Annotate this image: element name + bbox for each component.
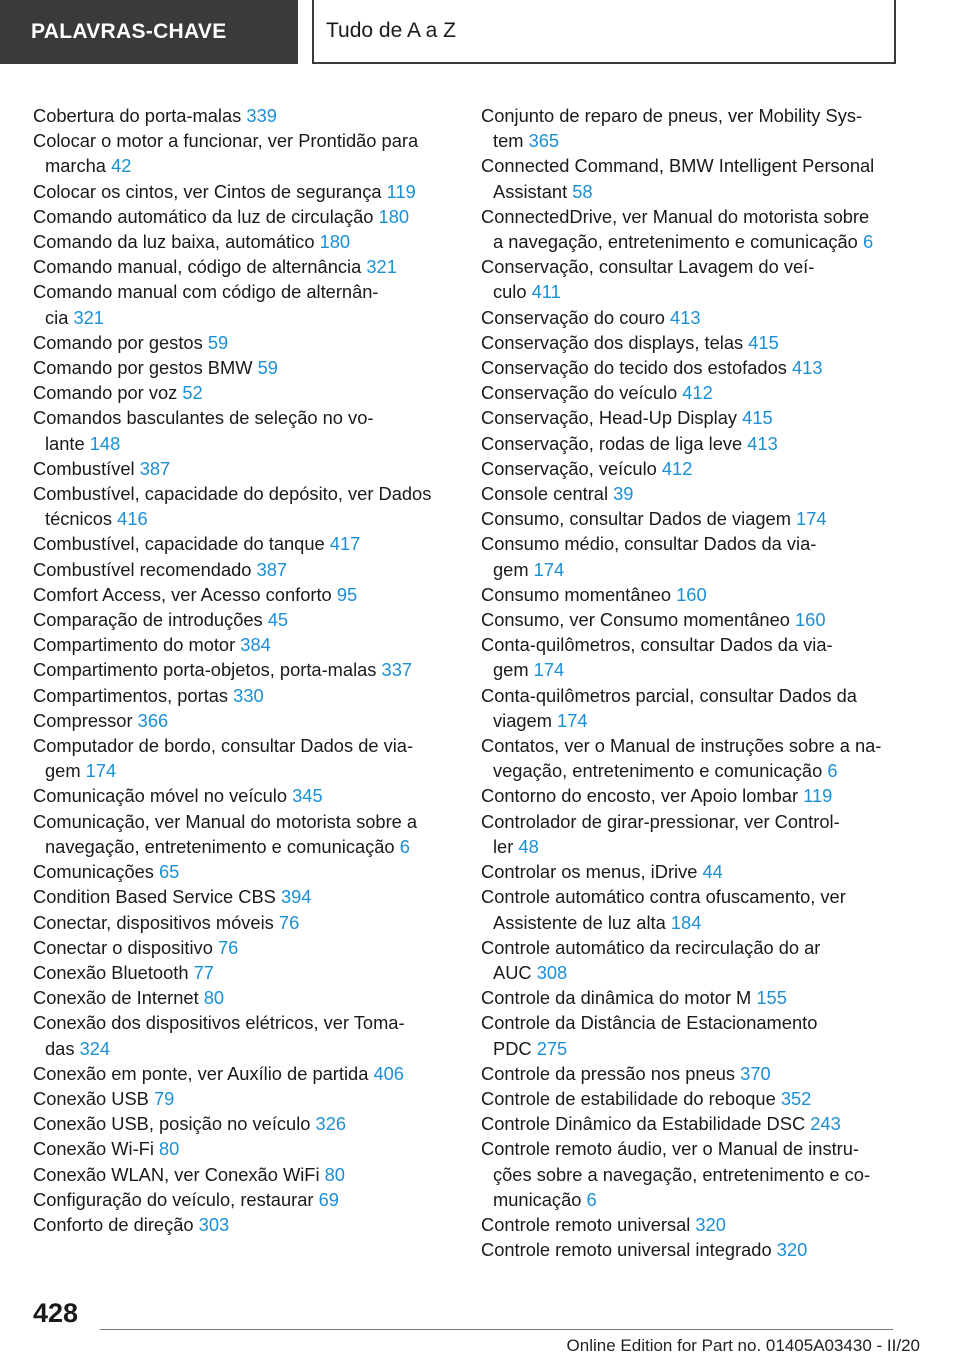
page-reference-link[interactable]: 59 bbox=[257, 357, 278, 379]
entry-text: marcha bbox=[45, 155, 106, 177]
index-entry bbox=[33, 783, 451, 808]
page-reference-link[interactable]: 365 bbox=[528, 130, 560, 152]
entry-text: Controle remoto universal integrado bbox=[481, 1239, 772, 1261]
entry-text: Comfort Access, ver Acesso conforto bbox=[33, 583, 332, 605]
entry-text: viagem bbox=[493, 709, 552, 731]
page-reference-link[interactable]: 413 bbox=[792, 357, 823, 379]
entry-text: Conexão USB bbox=[33, 1087, 149, 1109]
page-reference-link[interactable]: 80 bbox=[158, 1138, 180, 1160]
page-reference-link[interactable]: 321 bbox=[366, 256, 397, 278]
index-entry bbox=[33, 557, 451, 582]
index-entry bbox=[481, 809, 911, 859]
index-entry bbox=[33, 708, 451, 733]
entry-text: Conexão WLAN, ver Conexão WiFi bbox=[33, 1163, 320, 1185]
page-reference-link[interactable]: 384 bbox=[240, 634, 271, 656]
index-entry bbox=[33, 1212, 451, 1237]
index-column-left bbox=[33, 103, 451, 1237]
index-entry bbox=[481, 481, 911, 506]
index-entry bbox=[33, 229, 451, 254]
page-reference-link[interactable]: 160 bbox=[676, 583, 707, 605]
index-entry bbox=[481, 607, 911, 632]
page-reference-link[interactable]: 174 bbox=[533, 558, 565, 580]
page-reference-link[interactable]: 337 bbox=[381, 659, 413, 681]
page-reference-link[interactable]: 415 bbox=[748, 331, 779, 353]
index-entry bbox=[33, 582, 451, 607]
page-reference-link[interactable]: 148 bbox=[89, 432, 121, 454]
page-reference-link[interactable]: 321 bbox=[73, 306, 104, 328]
page-reference-link[interactable]: 370 bbox=[740, 1062, 771, 1084]
index-entry bbox=[33, 531, 451, 556]
entry-text: lante bbox=[45, 432, 85, 454]
entry-text: Conservação, veículo bbox=[481, 457, 657, 479]
index-entry bbox=[33, 683, 451, 708]
entry-text: gem bbox=[493, 659, 529, 681]
index-entry bbox=[33, 456, 451, 481]
index-entry bbox=[33, 1010, 451, 1060]
entry-text: Conservação dos displays, telas bbox=[481, 331, 744, 353]
entry-text: Conta-quilômetros, consultar Dados da via- bbox=[481, 634, 833, 656]
page-reference-link[interactable]: 412 bbox=[661, 457, 693, 479]
entry-text: Consumo, ver Consumo momentâneo bbox=[481, 609, 790, 631]
entry-text: Comando da luz baixa, automático bbox=[33, 231, 315, 253]
page-reference-link[interactable]: 413 bbox=[747, 432, 778, 454]
page-reference-link[interactable]: 58 bbox=[572, 180, 593, 202]
entry-text: gem bbox=[493, 558, 529, 580]
index-entry bbox=[481, 985, 911, 1010]
entry-text: Comunicação, ver Manual do motorista sobre a bbox=[33, 810, 418, 832]
page-reference-link[interactable]: 330 bbox=[233, 684, 264, 706]
index-entry bbox=[481, 506, 911, 531]
page-reference-link[interactable]: 320 bbox=[695, 1213, 726, 1235]
index-entry bbox=[33, 1086, 451, 1111]
section-tab: PALAVRAS-CHAVE bbox=[0, 0, 298, 64]
page-reference-link[interactable]: 44 bbox=[702, 861, 723, 883]
entry-text: ConnectedDrive, ver Manual do motorista sobre bbox=[481, 205, 870, 227]
entry-text: cia bbox=[45, 306, 69, 328]
entry-text: Combustível, capacidade do depósito, ver Dados bbox=[33, 483, 432, 505]
entry-text: Combustível, capacidade do tanque bbox=[33, 533, 325, 555]
page-reference-link[interactable]: 160 bbox=[795, 609, 826, 631]
index-entry bbox=[33, 330, 451, 355]
page-reference-link[interactable]: 303 bbox=[198, 1213, 230, 1235]
index-entry bbox=[33, 1136, 451, 1161]
entry-text: Configuração do veículo, restaurar bbox=[33, 1188, 314, 1210]
entry-text: Conforto de direção bbox=[33, 1213, 194, 1235]
entry-text: Controlador de girar-pressionar, ver Control- bbox=[481, 810, 840, 832]
index-entry bbox=[481, 1086, 911, 1111]
entry-text: Consumo momentâneo bbox=[481, 583, 672, 605]
entry-text: Controle Dinâmico da Estabilidade DSC bbox=[481, 1113, 806, 1135]
entry-text: Controle da dinâmica do motor M bbox=[481, 987, 752, 1009]
index-entry bbox=[481, 884, 911, 934]
page-reference-link[interactable]: 180 bbox=[378, 205, 410, 227]
entry-text: Controlar os menus, iDrive bbox=[481, 861, 698, 883]
page-reference-link[interactable]: 77 bbox=[193, 961, 214, 983]
entry-text: Contorno do encosto, ver Apoio lombar bbox=[481, 785, 799, 807]
entry-text: Conta-quilômetros parcial, consultar Dados da bbox=[481, 684, 857, 706]
index-entry bbox=[481, 783, 911, 808]
footer-text: Online Edition for Part no. 01405A03430 - II/20 bbox=[566, 1336, 920, 1355]
index-entry bbox=[33, 279, 451, 329]
index-column-right bbox=[481, 103, 911, 1262]
index-entry bbox=[481, 733, 911, 783]
page-reference-link[interactable]: 394 bbox=[280, 886, 312, 908]
entry-text: Combustível recomendado bbox=[33, 558, 252, 580]
index-entry bbox=[481, 1212, 911, 1237]
page-reference-link[interactable]: 95 bbox=[336, 583, 358, 605]
index-entry bbox=[481, 305, 911, 330]
index-entry bbox=[33, 254, 451, 279]
index-entry bbox=[481, 1237, 911, 1262]
entry-text: Conservação do couro bbox=[481, 306, 665, 328]
page-reference-link[interactable]: 119 bbox=[803, 785, 833, 807]
index-entry bbox=[33, 733, 451, 783]
entry-text: Compartimento porta-objetos, porta-malas bbox=[33, 659, 377, 681]
entry-text: Conjunto de reparo de pneus, ver Mobility Sys- bbox=[481, 105, 863, 126]
index-entry bbox=[33, 935, 451, 960]
index-entry bbox=[33, 179, 451, 204]
index-entry bbox=[481, 582, 911, 607]
entry-text: Comparação de introduções bbox=[33, 609, 263, 631]
index-entry bbox=[481, 1111, 911, 1136]
page-reference-link[interactable]: 174 bbox=[796, 508, 827, 530]
page-reference-link[interactable]: 42 bbox=[111, 155, 132, 177]
entry-text: Contatos, ver o Manual de instruções sobre a na- bbox=[481, 735, 882, 757]
entry-text: técnicos bbox=[45, 508, 113, 530]
entry-text: gem bbox=[45, 760, 81, 782]
page-reference-link[interactable]: 80 bbox=[203, 987, 225, 1009]
page-reference-link[interactable]: 6 bbox=[586, 1188, 597, 1210]
index-entry bbox=[33, 884, 451, 909]
entry-text: AUC bbox=[493, 961, 532, 983]
index-entry bbox=[33, 204, 451, 229]
entry-text: a navegação, entretenimento e comunicação bbox=[493, 231, 858, 253]
entry-text: Comando automático da luz de circulação bbox=[33, 205, 374, 227]
page-reference-link[interactable]: 65 bbox=[159, 861, 180, 883]
entry-text: ções sobre a navegação, entretenimento e co- bbox=[493, 1163, 871, 1185]
entry-text: tem bbox=[493, 130, 524, 152]
entry-text: Comunicações bbox=[33, 861, 154, 883]
page-number: 428 bbox=[33, 1298, 79, 1328]
entry-text: Assistente de luz alta bbox=[493, 911, 666, 933]
page-reference-link[interactable]: 48 bbox=[518, 835, 539, 857]
entry-text: Compartimentos, portas bbox=[33, 684, 229, 706]
index-entry bbox=[481, 859, 911, 884]
page-reference-link[interactable]: 411 bbox=[531, 281, 561, 303]
index-entry bbox=[33, 809, 451, 859]
page-reference-link[interactable]: 76 bbox=[278, 911, 300, 933]
header-title: Tudo de A a Z bbox=[312, 0, 896, 64]
index-entry bbox=[481, 204, 911, 254]
entry-text: Connected Command, BMW Intelligent Personal bbox=[481, 155, 875, 177]
index-entry bbox=[481, 103, 911, 153]
entry-text: das bbox=[45, 1037, 75, 1059]
entry-text: Colocar o motor a funcionar, ver Prontidão para bbox=[33, 130, 419, 152]
entry-text: Comando por gestos bbox=[33, 331, 203, 353]
index-entry bbox=[33, 103, 451, 128]
page-reference-link[interactable]: 366 bbox=[137, 709, 169, 731]
entry-text: Conservação do veículo bbox=[481, 382, 678, 404]
index-entry bbox=[481, 1061, 911, 1086]
index-entry bbox=[481, 254, 911, 304]
entry-text: Controle remoto universal bbox=[481, 1213, 691, 1235]
entry-text: Assistant bbox=[493, 180, 568, 202]
page-reference-link[interactable]: 308 bbox=[536, 961, 568, 983]
page-reference-link[interactable]: 6 bbox=[827, 760, 838, 782]
entry-text: Conservação, Head-Up Display bbox=[481, 407, 738, 429]
index-entry bbox=[481, 153, 911, 203]
index-entry bbox=[33, 859, 451, 884]
entry-text: navegação, entretenimento e comunicação bbox=[45, 835, 395, 857]
index-entry bbox=[33, 910, 451, 935]
index-entry bbox=[481, 1136, 911, 1212]
page-reference-link[interactable]: 76 bbox=[217, 936, 239, 958]
entry-text: Conexão dos dispositivos elétricos, ver Toma- bbox=[33, 1012, 405, 1034]
entry-text: Cobertura do porta-malas bbox=[33, 105, 242, 126]
page-reference-link[interactable]: 243 bbox=[810, 1113, 841, 1135]
page-header bbox=[0, 0, 960, 64]
entry-text: Conservação, consultar Lavagem do veí- bbox=[481, 256, 815, 278]
entry-text: Controle remoto áudio, ver o Manual de instru- bbox=[481, 1138, 860, 1160]
index-entry bbox=[481, 431, 911, 456]
entry-text: Conexão Bluetooth bbox=[33, 961, 189, 983]
page-reference-link[interactable]: 39 bbox=[613, 483, 634, 505]
index-entry bbox=[33, 481, 451, 531]
page-reference-link[interactable]: 174 bbox=[533, 659, 565, 681]
index-entry bbox=[481, 531, 911, 581]
entry-text: Console central bbox=[481, 483, 609, 505]
index-entry bbox=[33, 960, 451, 985]
page-reference-link[interactable]: 339 bbox=[246, 105, 277, 126]
page-reference-link[interactable]: 79 bbox=[153, 1087, 175, 1109]
entry-text: Comando por gestos BMW bbox=[33, 357, 253, 379]
entry-text: Controle da pressão nos pneus bbox=[481, 1062, 736, 1084]
entry-text: Consumo médio, consultar Dados da via- bbox=[481, 533, 817, 555]
index-entry bbox=[33, 1187, 451, 1212]
entry-text: vegação, entretenimento e comunicação bbox=[493, 760, 823, 782]
entry-text: Conservação do tecido dos estofados bbox=[481, 357, 787, 379]
entry-text: Controle automático da recirculação do ar bbox=[481, 936, 821, 958]
page-reference-link[interactable]: 184 bbox=[670, 911, 702, 933]
page-reference-link[interactable]: 387 bbox=[139, 457, 171, 479]
index-entry bbox=[481, 355, 911, 380]
entry-text: Condition Based Service CBS bbox=[33, 886, 276, 908]
entry-text: Conexão Wi-Fi bbox=[33, 1138, 154, 1160]
index-entry bbox=[481, 683, 911, 733]
entry-text: Consumo, consultar Dados de viagem bbox=[481, 508, 791, 530]
index-entry bbox=[33, 1162, 451, 1187]
page-reference-link[interactable]: 387 bbox=[256, 558, 288, 580]
page-reference-link[interactable]: 45 bbox=[267, 609, 289, 631]
page-reference-link[interactable]: 155 bbox=[756, 987, 787, 1009]
index-entry bbox=[33, 632, 451, 657]
page-reference-link[interactable]: 80 bbox=[324, 1163, 345, 1185]
page-reference-link[interactable]: 6 bbox=[399, 835, 410, 857]
footer-divider bbox=[100, 1329, 893, 1330]
index-entry bbox=[33, 128, 451, 178]
entry-text: Comando por voz bbox=[33, 382, 178, 404]
index-entry bbox=[33, 985, 451, 1010]
index-entry bbox=[33, 405, 451, 455]
page-reference-link[interactable]: 413 bbox=[670, 306, 701, 328]
page-reference-link[interactable]: 416 bbox=[117, 508, 148, 530]
index-entry bbox=[33, 1111, 451, 1136]
page-reference-link[interactable]: 406 bbox=[373, 1062, 404, 1084]
page-reference-link[interactable]: 174 bbox=[85, 760, 117, 782]
entry-text: Comunicação móvel no veículo bbox=[33, 785, 288, 807]
entry-text: Conservação, rodas de liga leve bbox=[481, 432, 743, 454]
index-entry bbox=[481, 405, 911, 430]
page-reference-link[interactable]: 324 bbox=[79, 1037, 111, 1059]
index-entry bbox=[33, 355, 451, 380]
entry-text: Controle da Distância de Estacionamento bbox=[481, 1012, 818, 1034]
page-reference-link[interactable]: 180 bbox=[319, 231, 351, 253]
entry-text: Controle de estabilidade do reboque bbox=[481, 1087, 776, 1109]
entry-text: Controle automático contra ofuscamento, ver bbox=[481, 886, 846, 908]
index-entry bbox=[33, 380, 451, 405]
index-entry bbox=[481, 935, 911, 985]
page-reference-link[interactable]: 59 bbox=[207, 331, 229, 353]
entry-text: Conexão em ponte, ver Auxílio de partida bbox=[33, 1062, 369, 1084]
page-reference-link[interactable]: 412 bbox=[682, 382, 713, 404]
page-reference-link[interactable]: 415 bbox=[742, 407, 773, 429]
page-reference-link[interactable]: 6 bbox=[862, 231, 874, 253]
entry-text: Comando manual com código de alternân- bbox=[33, 281, 379, 303]
entry-text: Conexão de Internet bbox=[33, 987, 199, 1009]
entry-text: Conexão USB, posição no veículo bbox=[33, 1113, 311, 1135]
page-reference-link[interactable]: 417 bbox=[329, 533, 361, 555]
page-reference-link[interactable]: 352 bbox=[780, 1087, 812, 1109]
entry-text: Comando manual, código de alternância bbox=[33, 256, 362, 278]
entry-text: culo bbox=[493, 281, 527, 303]
index-entry bbox=[481, 632, 911, 682]
page-reference-link[interactable]: 174 bbox=[557, 709, 588, 731]
entry-text: Compartimento do motor bbox=[33, 634, 236, 656]
index-entry bbox=[481, 456, 911, 481]
page-reference-link[interactable]: 119 bbox=[386, 180, 416, 202]
entry-text: municação bbox=[493, 1188, 582, 1210]
entry-text: Computador de bordo, consultar Dados de via- bbox=[33, 735, 414, 757]
entry-text: Colocar os cintos, ver Cintos de segurança bbox=[33, 180, 382, 202]
index-entry bbox=[33, 1061, 451, 1086]
entry-text: PDC bbox=[493, 1037, 532, 1059]
entry-text: Conectar o dispositivo bbox=[33, 936, 213, 958]
index-entry bbox=[481, 330, 911, 355]
index-entry bbox=[481, 380, 911, 405]
index-entry bbox=[33, 657, 451, 682]
index-entry bbox=[481, 1010, 911, 1060]
page-reference-link[interactable]: 69 bbox=[318, 1188, 339, 1210]
page-reference-link[interactable]: 345 bbox=[292, 785, 323, 807]
entry-text: Combustível bbox=[33, 457, 135, 479]
entry-text: Conectar, dispositivos móveis bbox=[33, 911, 274, 933]
page-reference-link[interactable]: 320 bbox=[776, 1239, 808, 1261]
entry-text: Comandos basculantes de seleção no vo- bbox=[33, 407, 374, 429]
page-reference-link[interactable]: 52 bbox=[182, 382, 203, 404]
entry-text: Compressor bbox=[33, 709, 133, 731]
index-entry bbox=[33, 607, 451, 632]
entry-text: ler bbox=[493, 835, 514, 857]
page-reference-link[interactable]: 275 bbox=[536, 1037, 568, 1059]
page-reference-link[interactable]: 326 bbox=[315, 1113, 347, 1135]
